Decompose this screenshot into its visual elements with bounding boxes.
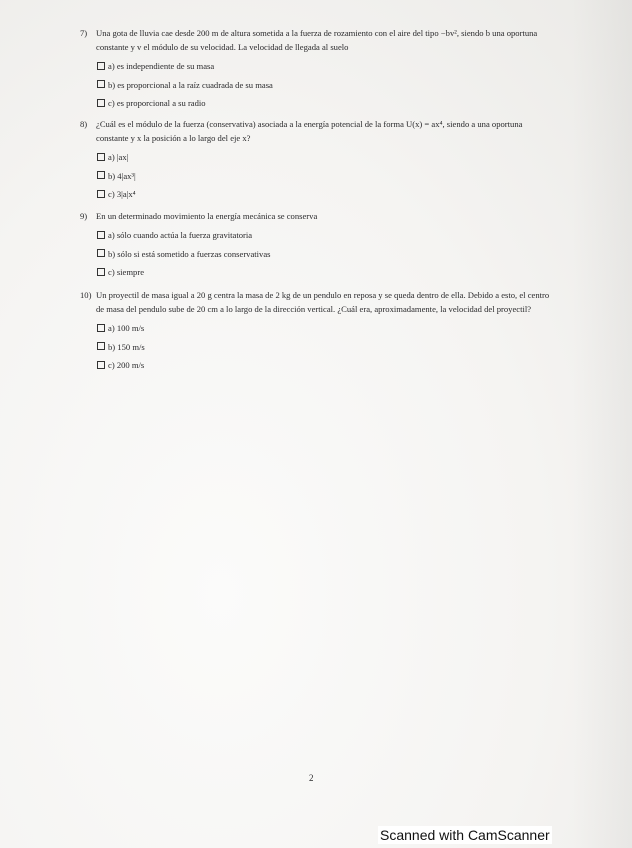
question-8 bbox=[80, 117, 550, 202]
option-b[interactable] bbox=[97, 247, 550, 262]
checkbox-icon[interactable] bbox=[97, 231, 105, 239]
checkbox-icon[interactable] bbox=[97, 62, 105, 70]
checkbox-icon[interactable] bbox=[97, 190, 105, 198]
option-label: b) es proporcional a la raíz cuadrada de su masa bbox=[108, 79, 273, 90]
option-a[interactable] bbox=[97, 150, 550, 165]
question-text: Una gota de lluvia cae desde 200 m de altura sometida a la fuerza de rozamiento con el aire del tipo −bv², siendo b una oportuna constante y v el módulo de su velocidad. La velocidad de llegada al suelo bbox=[96, 28, 538, 52]
option-label: a) 100 m/s bbox=[108, 323, 145, 333]
option-label: b) sólo si está sometido a fuerzas conservativas bbox=[108, 248, 271, 259]
page-shadow bbox=[572, 0, 632, 848]
checkbox-icon[interactable] bbox=[97, 342, 105, 350]
option-c[interactable] bbox=[97, 96, 550, 111]
question-9 bbox=[80, 209, 550, 280]
question-7 bbox=[80, 26, 550, 111]
option-c[interactable] bbox=[97, 265, 550, 280]
option-a[interactable] bbox=[97, 228, 550, 243]
question-number: 8) bbox=[80, 119, 88, 129]
question-number: 10) bbox=[80, 290, 92, 300]
page-number: 2 bbox=[309, 773, 314, 783]
checkbox-icon[interactable] bbox=[97, 324, 105, 332]
question-number: 9) bbox=[80, 211, 88, 221]
camscanner-watermark: Scanned with CamScanner bbox=[380, 827, 550, 843]
option-label: b) 4|ax³| bbox=[108, 170, 136, 181]
option-label: c) 200 m/s bbox=[108, 360, 145, 370]
checkbox-icon[interactable] bbox=[97, 249, 105, 257]
option-label: c) es proporcional a su radio bbox=[108, 98, 206, 108]
checkbox-icon[interactable] bbox=[97, 80, 105, 88]
option-c[interactable] bbox=[97, 358, 550, 373]
option-label: a) sólo cuando actúa la fuerza gravitatoria bbox=[108, 230, 253, 240]
question-text: ¿Cuál es el módulo de la fuerza (conservativa) asociada a la energía potencial de la forma U(x) = ax⁴, siendo a una oportuna constante y x la posición a lo largo del eje x? bbox=[96, 119, 523, 143]
option-a[interactable] bbox=[97, 59, 550, 74]
option-b[interactable] bbox=[97, 340, 550, 355]
checkbox-icon[interactable] bbox=[97, 99, 105, 107]
question-number: 7) bbox=[80, 28, 88, 38]
option-label: c) siempre bbox=[108, 267, 145, 277]
option-label: c) 3|a|x⁴ bbox=[108, 189, 136, 199]
option-label: b) 150 m/s bbox=[108, 341, 145, 352]
checkbox-icon[interactable] bbox=[97, 361, 105, 369]
option-c[interactable] bbox=[97, 187, 550, 202]
option-a[interactable] bbox=[97, 321, 550, 336]
checkbox-icon[interactable] bbox=[97, 171, 105, 179]
option-label: a) |ax| bbox=[108, 152, 129, 162]
question-10 bbox=[80, 288, 550, 373]
option-b[interactable] bbox=[97, 169, 550, 184]
question-text: Un proyectil de masa igual a 20 g centra la masa de 2 kg de un pendulo en reposa y se queda dentro de ella. Debido a esto, el centro de masa del pendulo sube de 20 cm a lo largo de la dirección vertical. ¿Cuál era, aproximadamente, la velocidad del proyectil? bbox=[96, 290, 550, 314]
question-text: En un determinado movimiento la energía mecánica se conserva bbox=[96, 211, 318, 221]
option-label: a) es independiente de su masa bbox=[108, 61, 215, 71]
option-b[interactable] bbox=[97, 78, 550, 93]
checkbox-icon[interactable] bbox=[97, 268, 105, 276]
checkbox-icon[interactable] bbox=[97, 153, 105, 161]
